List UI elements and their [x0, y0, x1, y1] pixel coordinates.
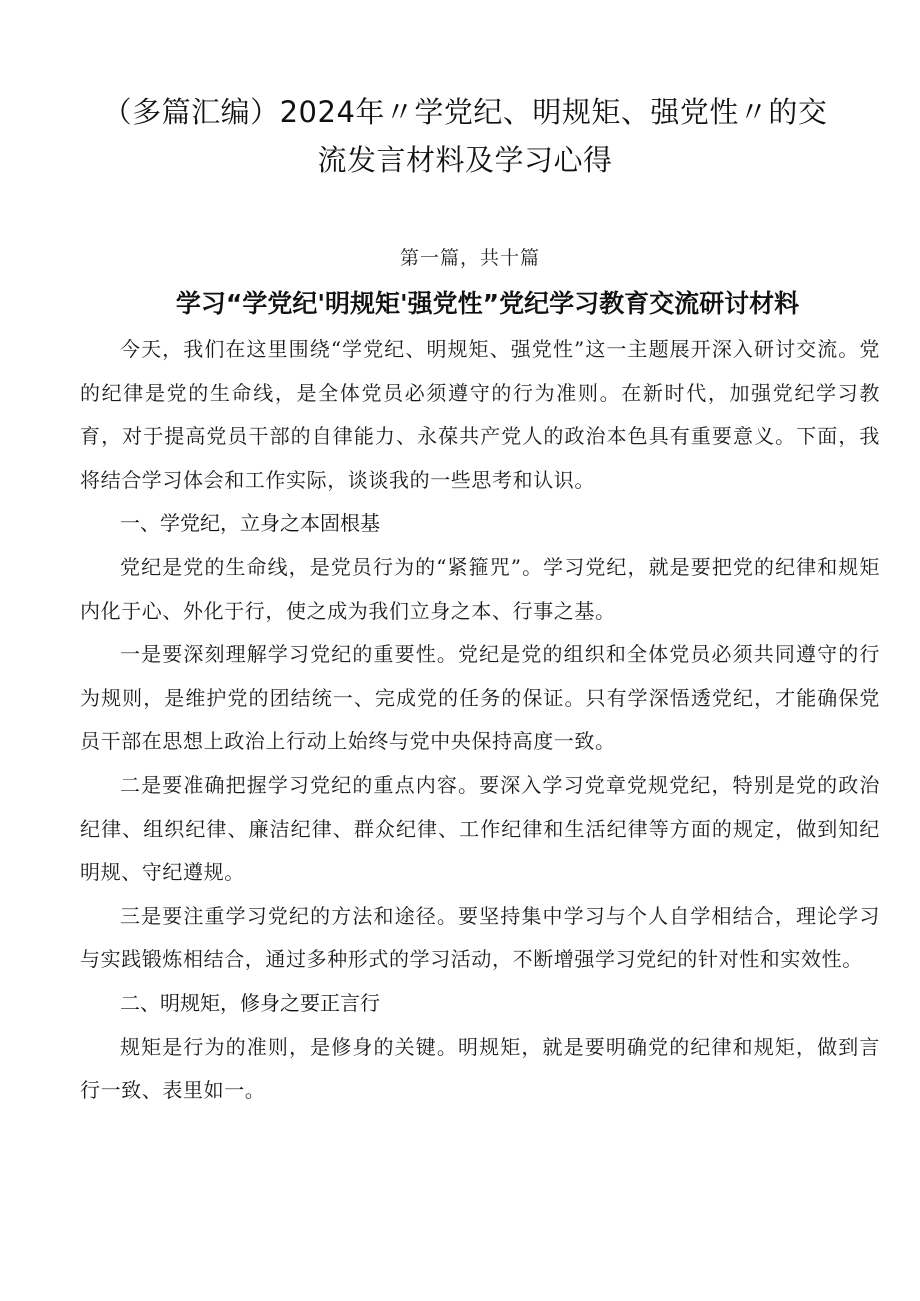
paragraph: 三是要注重学习党纪的方法和途径。要坚持集中学习与个人自学相结合，理论学习与实践锻炼相结合，通过多种形式的学习活动，不断增强学习党纪的针对性和实效性。: [80, 903, 880, 972]
section-heading: 二、明规矩，修身之要正言行: [120, 990, 380, 1015]
document-title: （多篇汇编）2024年〃学党纪、明规矩、强党性〃的交流发言材料及学习心得: [102, 95, 828, 177]
paragraph: 二是要准确把握学习党纪的重点内容。要深入学习党章党规党纪，特别是党的政治纪律、组织纪律、廉洁纪律、群众纪律、工作纪律和生活纪律等方面的规定，做到知纪明规、守纪遵规。: [80, 772, 880, 885]
paragraph: 一是要深刻理解学习党纪的重要性。党纪是党的组织和全体党员必须共同遵守的行为规则，是维护党的团结统一、完成党的任务的保证。只有学深悟透党纪，才能确保党员干部在思想上政治上行动上始终与党中央保持高度一致。: [80, 642, 880, 754]
paragraph: 规矩是行为的准则，是修身的关键。明规矩，就是要明确党的纪律和规矩，做到言行一致、表里如一。: [80, 1034, 880, 1103]
article-body: [80, 328, 880, 1113]
section-label: 第一篇，共十篇: [399, 247, 540, 269]
paragraph: 今天，我们在这里围绕“学党纪、明规矩、强党性”这一主题展开深入研讨交流。党的纪律是党的生命线，是全体党员必须遵守的行为准则。在新时代，加强党纪学习教育，对于提高党员干部的自律能力、永葆共产党人的政治本色具有重要意义。下面，我将结合学习体会和工作实际，谈谈我的一些思考和认识。: [80, 337, 880, 492]
article-title: 学习“学党纪'明规矩'强党性”党纪学习教育交流研讨材料: [175, 289, 800, 318]
paragraph: 党纪是党的生命线，是党员行为的“紧箍咒”。学习党纪，就是要把党的纪律和规矩内化于心、外化于行，使之成为我们立身之本、行事之基。: [80, 554, 880, 623]
section-heading: 一、学党纪，立身之本固根基: [120, 511, 380, 536]
